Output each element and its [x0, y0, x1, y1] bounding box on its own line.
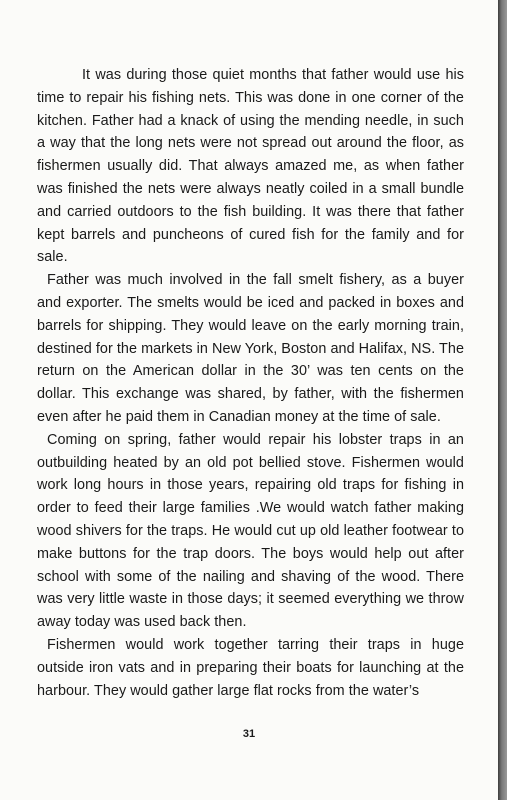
body-text — [37, 64, 464, 702]
page-edge-shadow — [498, 0, 507, 800]
paragraph-nets: It was during those quiet months that father would use his time to repair his fishing nets. This was done in one corner of the kitchen. Father had a knack of using the mending needle, in such a way that the long nets were not spread out around the floor, as fishermen usually did. That always amazed me, as when father was finished the nets were always neatly coiled in a small bundle and carried outdoors to the fish building. It was there that father kept barrels and puncheons of cured fish for the family and for sale. — [37, 67, 464, 266]
page-number: 31 — [242, 728, 256, 740]
paragraph-tarring-traps: Fishermen would work together tarring their traps in huge outside iron vats and in preparing their boats for launching at the harbour. They would gather large flat rocks from the water’s — [37, 636, 464, 699]
paragraph-smelt-fishery: Father was much involved in the fall smelt fishery, as a buyer and exporter. The smelts would be iced and packed in boxes and barrels for shipping. They would leave on the early morning train, destined for the markets in New York, Boston and Halifax, NS. The return on the American dollar in the 30’ was ten cents on the dollar. This exchange was shared, by father, with the fishermen even after he paid them in Canadian money at the time of sale. — [37, 272, 464, 425]
paragraph-lobster-traps: Coming on spring, father would repair his lobster traps in an outbuilding heated by an old pot bellied stove. Fishermen would work long hours in those years, repairing old traps for fishing in order to feed their large families .We would watch father making wood shivers for the traps. He would cut up old leather footwear to make buttons for the trap doors. The boys would help out after school with some of the nailing and shaving of the wood. There was very little waste in those days; it seemed everything we throw away today was used back then. — [37, 431, 464, 631]
